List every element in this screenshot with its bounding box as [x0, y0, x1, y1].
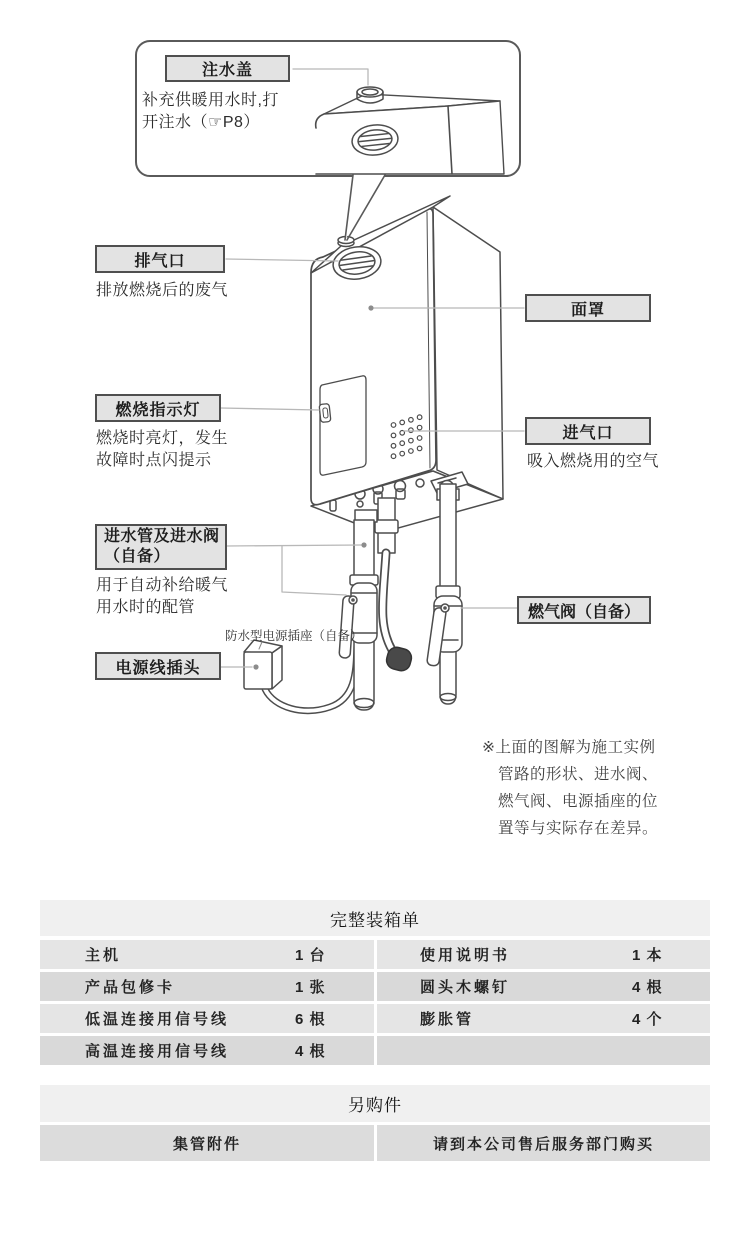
- item-name: 圆头木螺钉: [420, 979, 511, 996]
- item-qty: 4 根: [632, 979, 663, 996]
- desc-line: 燃烧时亮灯，发生: [96, 430, 229, 447]
- table-row: [40, 972, 710, 1001]
- packing-list-title: 完整装箱单: [40, 900, 710, 936]
- packing-list-table: [40, 900, 710, 1068]
- indicator-lamp: [319, 404, 331, 423]
- combustion-indicator-desc: [96, 428, 228, 472]
- diagram-note: [482, 734, 712, 842]
- item-name: 主机: [85, 947, 122, 964]
- label-line: 进水管及进水阀: [104, 528, 220, 545]
- label-power-plug: 电源线插头: [95, 652, 221, 680]
- item-name: 低温连接用信号线: [85, 1011, 230, 1028]
- optional-parts-title: 另购件: [40, 1085, 710, 1122]
- label-line: （自备）: [104, 548, 171, 565]
- label-exhaust-port: 排气口: [95, 245, 225, 273]
- socket-label: 防水型电源插座（自备）: [225, 629, 363, 643]
- desc-line: 故障时点闪提示: [96, 452, 212, 469]
- power-socket: [244, 640, 282, 689]
- item-qty: 1 张: [295, 979, 326, 996]
- note-line: ※上面的图解为施工实例: [482, 739, 656, 756]
- label-combustion-indicator: 燃烧指示灯: [95, 394, 221, 422]
- item-name: 集管附件: [40, 1125, 374, 1161]
- table-row: [40, 1036, 710, 1065]
- air-inlet-desc: 吸入燃烧用的空气: [527, 453, 660, 470]
- item-name: 使用说明书: [420, 947, 511, 964]
- label-water-inlet-pipe: [95, 524, 227, 570]
- item-qty: 1 本: [632, 947, 663, 964]
- item-qty: 6 根: [295, 1011, 326, 1028]
- desc-line: 开注水（☞P8）: [142, 114, 260, 131]
- exhaust-port-desc: 排放燃烧后的废气: [96, 282, 229, 299]
- item-name: 高温连接用信号线: [85, 1043, 230, 1060]
- table-row: [40, 1004, 710, 1033]
- label-face-cover: 面罩: [525, 294, 651, 322]
- item-name: 膨胀管: [420, 1011, 475, 1028]
- water-inlet-pipe-desc: [96, 575, 228, 619]
- note-line: 置等与实际存在差异。: [498, 820, 659, 837]
- desc-line: 补充供暖用水时,打: [142, 92, 279, 109]
- water-inlet-pipe: [339, 510, 378, 710]
- water-fill-cap-desc: [142, 90, 279, 134]
- item-qty: 1 台: [295, 947, 326, 964]
- item-qty: 4 根: [295, 1043, 326, 1060]
- purchase-note: 请到本公司售后服务部门购买: [377, 1125, 710, 1161]
- item-name: 产品包修卡: [85, 979, 176, 996]
- label-air-inlet: 进气口: [525, 417, 651, 445]
- desc-line: 用于自动补给暖气: [96, 577, 229, 594]
- note-line: 燃气阀、电源插座的位: [498, 793, 659, 810]
- note-line: 管路的形状、进水阀、: [498, 766, 659, 783]
- item-qty: 4 个: [632, 1011, 663, 1028]
- optional-parts-table: [40, 1085, 710, 1161]
- label-water-fill-cap: 注水盖: [165, 55, 290, 82]
- desc-line: 用水时的配管: [96, 599, 196, 616]
- table-row: [40, 940, 710, 969]
- label-gas-valve: 燃气阀（自备）: [517, 596, 651, 624]
- table-row: [40, 1125, 710, 1161]
